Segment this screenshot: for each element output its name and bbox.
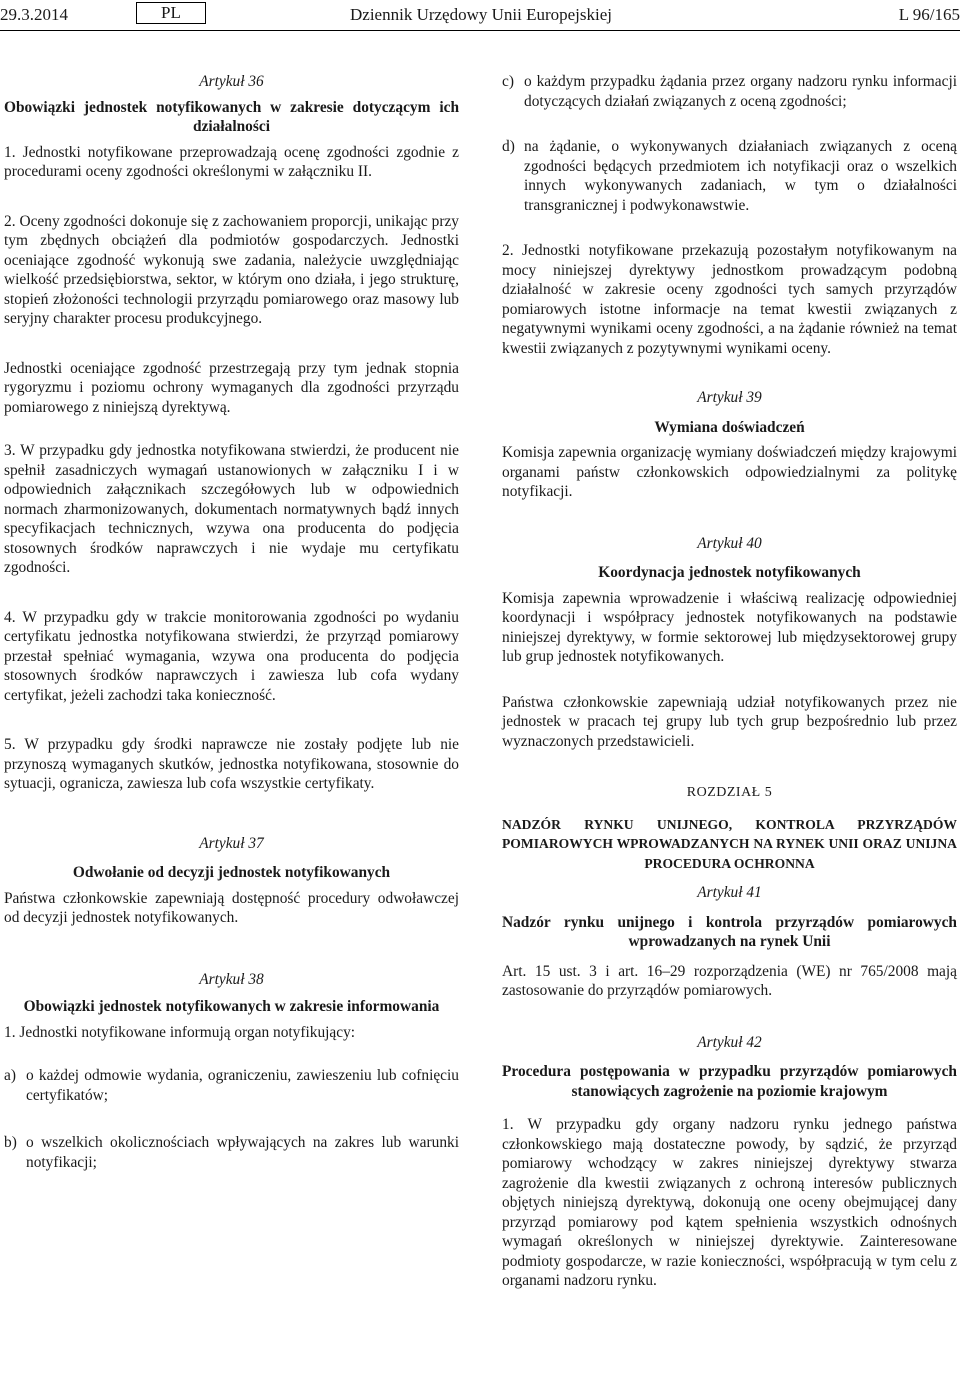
item-d-label: d) [502,138,515,155]
article-40-label: Artykuł 40 [697,534,762,552]
article-42-label: Artykuł 42 [697,1033,762,1051]
article-38-para-2: 2. Jednostki notyfikowane przekazują pozostałym notyfikowanym na mocy niniejszej dyrektywy jednostkom prowadzącym podobną działalność w zakresie oceny zgodności tych samych przyrządów pomiarowych istotne informacje na temat kwestii związanych z negatywnymi wynikami oceny zgodności, a na żądanie również na temat kwestii związanych z pozytywnymi wynikami oceny. [502,242,957,357]
article-36-para-3: 3. W przypadku gdy jednostka notyfikowana stwierdzi, że producent nie spełnił zasadniczych wymagań ustanowionych w załączniku I i w odpowiednich załącznikach szczegółowych lub w odpowiednich normach zharmonizowanych, dokumentach normatywnych bądź innych specyfikacjach technicznych, wzywa ona producenta do podjęcia stosownych środków naprawczych i nie wydaje mu certyfikatu zgodności. [4,442,459,576]
article-38-para-1: 1. Jednostki notyfikowane informują organ notyfikujący: [4,1023,356,1041]
article-37-label: Artykuł 37 [199,834,264,852]
article-39-text: Komisja zapewnia organizację wymiany doświadczeń między krajowymi organami państw członkowskich odpowiedzialnymi za politykę notyfikacji. [502,444,957,500]
header-page-number: L 96/165 [898,5,960,24]
header-language-badge: PL [136,2,206,24]
article-38-item-c [502,72,957,111]
right-column [502,72,957,1291]
item-c-label: c) [502,73,514,90]
article-38-label: Artykuł 38 [199,970,264,988]
chapter-5-label: ROZDZIAŁ 5 [686,785,773,800]
article-36-para-2: 2. Oceny zgodności dokonuje się z zachowaniem proporcji, unikając przy tym zbędnych obciążeń dla podmiotów gospodarczych. Jednostki oceniające zgodność wykonują swe zadania, należycie uwzględniając wielkość przedsiębiorstwa, sektor, w którym ono działa, i jego strukturę, stopień złożoności technologii przyrządu pomiarowego oraz masowy lub seryjny charakter procesu produkcyjnego. [4,212,459,327]
item-a-text: o każdej odmowie wydania, ograniczeniu, zawieszeniu lub cofnięciu certyfikatów; [26,1067,459,1104]
article-37-title: Odwołanie od decyzji jednostek notyfikowanych [72,864,391,881]
item-d-text: na żądanie, o wykonywanych działaniach związanych z oceną zgodności będących przedmiotem ich notyfikacji oraz o wszelkich innych wykonywanych zadaniach, w tym o działalności transgranicznej i podwykonawstwie. [524,138,957,214]
article-38-item-d [502,137,957,215]
article-42-title: Procedura postępowania w przypadku przyrządów pomiarowych stanowiących zagrożenie na poziomie krajowym [502,1063,957,1100]
article-38-item-b [4,1133,459,1172]
article-38-item-a [4,1066,459,1105]
article-36-para-1: 1. Jednostki notyfikowane przeprowadzają ocenę zgodności zgodnie z procedurami oceny zgodności określonymi w załączniku II. [4,143,459,180]
article-42-para-1: 1. W przypadku gdy organy nadzoru rynku jednego państwa członkowskiego mają dostateczne powody, by sądzić, że przyrząd pomiarowy wchodzący w zakres niniejszej dyrektywy stwarza zagrożenie dla kwestii związanych z ochroną interesów publicznych objętych niniejszą dyrektywą, dokonują one oceny obejmującej dany przyrząd pomiarowy pod kątem spełnienia wszystkich odnośnych wymagań określonych w niniejszej dyrektywie. Zainteresowane podmioty gospodarcze, w razie konieczności, współpracują w tym celu z organami nadzoru rynku. [502,1116,957,1289]
header-rule [0,30,960,31]
article-37-text: Państwa członkowskie zapewniają dostępność procedury odwoławczej od decyzji jednostek notyfikowanych. [4,889,459,926]
header-journal-title: Dziennik Urzędowy Unii Europejskiej [350,5,613,24]
article-40-text-2: Państwa członkowskie zapewniają udział notyfikowanych przez nie jednostek w pracach tej grupy lub tych grup bezpośrednio lub przez wyznaczonych przedstawicieli. [502,693,957,750]
article-36-para-2b: Jednostki oceniające zgodność przestrzegają przy tym jednak stopnia rygoryzmu i poziomu ochrony wymaganych dla zgodności przyrządu pomiarowego z niniejszą dyrektywą. [4,359,459,416]
item-b-text: o wszelkich okolicznościach wpływających na zakres lub warunki notyfikacji; [26,1134,459,1171]
article-41-label: Artykuł 41 [697,884,762,901]
article-39-label: Artykuł 39 [697,389,762,406]
article-36-title: Obowiązki jednostek notyfikowanych w zakresie dotyczącym ich działalności [4,98,459,135]
article-36-para-5: 5. W przypadku gdy środki naprawcze nie zostały podjęte lub nie przynoszą wymaganych skutków, jednostka notyfikowana, stosownie do sytuacji, ogranicza, zawiesza lub cofa wszystkie certyfikaty. [4,736,459,792]
article-40-text-1: Komisja zapewnia wprowadzenie i właściwą realizację odpowiedniej koordynacji i współpracy jednostek notyfikowanych na podstawie niniejszej dyrektywy, w formie sektorowej lub międzysektorowej grupy lub grup jednostek notyfikowanych. [502,589,957,665]
left-column [4,72,459,1172]
header-date: 29.3.2014 [0,5,68,24]
article-40-title: Koordynacja jednostek notyfikowanych [598,564,861,581]
item-b-label: b) [4,1134,17,1151]
chapter-5-title: NADZÓR RYNKU UNIJNEGO, KONTROLA PRZYRZĄDÓW POMIAROWYCH WPROWADZANYCH NA RYNEK UNII ORAZ UNIJNA PROCEDURA OCHRONNA [502,816,957,871]
page-header [0,0,960,30]
article-36-label: Artykuł 36 [199,73,264,90]
item-a-label: a) [4,1067,16,1084]
article-41-title: Nadzór rynku unijnego i kontrola przyrządów pomiarowych wprowadzanych na rynek Unii [502,913,957,950]
article-39-title: Wymiana doświadczeń [654,418,805,436]
item-c-text: o każdym przypadku żądania przez organy nadzoru rynku informacji dotyczących działań związanych z oceną zgodności; [524,73,957,110]
article-38-title: Obowiązki jednostek notyfikowanych w zakresie informowania [23,998,440,1015]
article-41-text: Art. 15 ust. 3 i art. 16–29 rozporządzenia (WE) nr 765/2008 mają zastosowanie do przyrządów pomiarowych. [502,962,957,999]
article-36-para-4: 4. W przypadku gdy w trakcie monitorowania zgodności po wydaniu certyfikatu jednostka notyfikowana stwierdzi, że przyrząd pomiarowy przestał spełniać wymagania, wzywa ona producenta do podjęcia stosownych środków naprawczych i zawiesza lub cofa wydany certyfikat, jeżeli zachodzi taka konieczność. [4,608,459,704]
